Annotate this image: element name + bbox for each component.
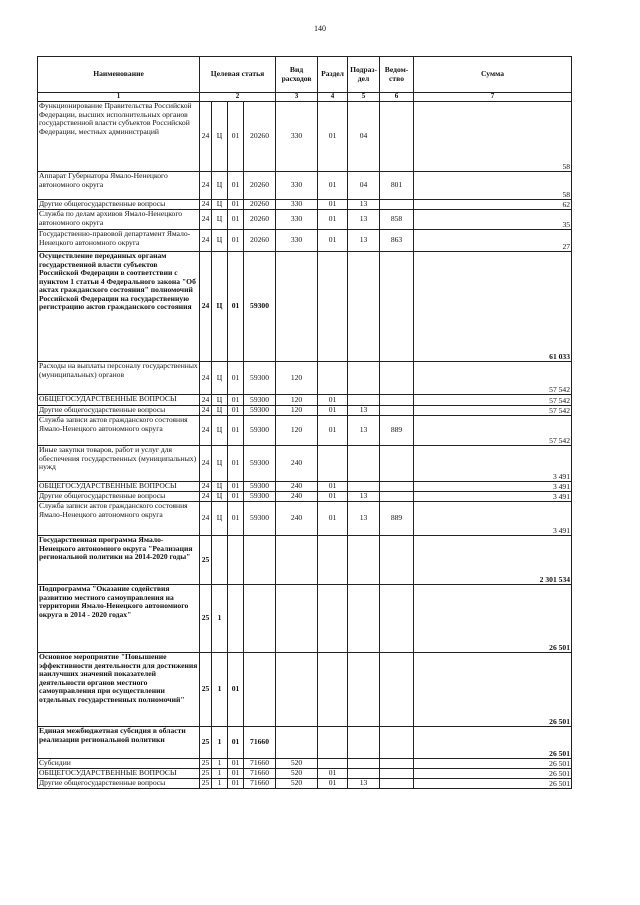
cell-section [318, 759, 348, 769]
cell-cs-direction: 20260 [244, 230, 276, 252]
cell-section: 01 [318, 395, 348, 406]
cell-subsection: 13 [348, 406, 380, 416]
cell-cs-direction: 20260 [244, 102, 276, 172]
cell-cs-activity: 01 [228, 759, 244, 769]
cell-expense-type [276, 252, 318, 362]
cell-cs-activity: 01 [228, 482, 244, 492]
header-section: Раздел [318, 57, 348, 93]
cell-department: 889 [380, 502, 414, 536]
cell-expense-type: 520 [276, 769, 318, 779]
cell-department [380, 779, 414, 789]
cell-cs-subprogram: Ц [212, 362, 228, 395]
cell-cs-program: 24 [200, 102, 212, 172]
cell-cs-direction: 71660 [244, 727, 276, 759]
cell-cs-program: 25 [200, 727, 212, 759]
row-name: ОБЩЕГОСУДАРСТВЕННЫЕ ВОПРОСЫ [38, 482, 200, 492]
header-name: Наименование [38, 57, 200, 93]
cell-department [380, 252, 414, 362]
cell-expense-type: 240 [276, 446, 318, 482]
header-subsection: Подраз-дел [348, 57, 380, 93]
cell-section [318, 362, 348, 395]
cell-cs-program: 24 [200, 406, 212, 416]
cell-cs-activity: 01 [228, 200, 244, 210]
row-name: Служба записи актов гражданского состояния Ямало-Ненецкого автономного округа [38, 502, 200, 536]
cell-department [380, 653, 414, 727]
column-number-row [38, 93, 572, 102]
cell-cs-program: 24 [200, 200, 212, 210]
cell-cs-subprogram: Ц [212, 492, 228, 502]
row-name: Основное мероприятие "Повышение эффективности деятельности для достижения наилучших значений показателей деятельности органов местного самоуправления при осуществлении отдельных государственных полномочий" [38, 653, 200, 727]
cell-cs-subprogram: 1 [212, 653, 228, 727]
cell-department: 889 [380, 416, 414, 446]
cell-cs-activity: 01 [228, 502, 244, 536]
cell-subsection: 13 [348, 210, 380, 230]
table-row [38, 252, 572, 362]
table-row [38, 406, 572, 416]
row-name: Другие общегосударственные вопросы [38, 492, 200, 502]
cell-section: 01 [318, 102, 348, 172]
cell-expense-type: 330 [276, 200, 318, 210]
column-number: 3 [276, 93, 318, 102]
row-name: Государственно-правовой департамент Ямало-Ненецкого автономного округа [38, 230, 200, 252]
cell-cs-direction [244, 585, 276, 653]
cell-cs-subprogram: 1 [212, 585, 228, 653]
cell-subsection [348, 653, 380, 727]
cell-amount: 57 542 [414, 406, 572, 416]
cell-cs-activity [228, 536, 244, 585]
cell-section: 01 [318, 502, 348, 536]
cell-department [380, 759, 414, 769]
cell-cs-subprogram: Ц [212, 416, 228, 446]
table-row [38, 102, 572, 172]
cell-cs-direction: 59300 [244, 395, 276, 406]
cell-section: 01 [318, 779, 348, 789]
cell-amount: 57 542 [414, 416, 572, 446]
row-name: Государственная программа Ямало-Ненецкого автономного округа "Реализация региональной политики на 2014-2020 годы" [38, 536, 200, 585]
cell-cs-program: 25 [200, 759, 212, 769]
cell-cs-program: 24 [200, 252, 212, 362]
cell-expense-type [276, 727, 318, 759]
cell-cs-subprogram: Ц [212, 230, 228, 252]
cell-cs-activity: 01 [228, 653, 244, 727]
cell-section: 01 [318, 210, 348, 230]
cell-subsection: 13 [348, 492, 380, 502]
cell-cs-program: 24 [200, 362, 212, 395]
cell-expense-type: 120 [276, 406, 318, 416]
table-row [38, 210, 572, 230]
cell-expense-type: 120 [276, 395, 318, 406]
cell-department [380, 406, 414, 416]
table-row [38, 585, 572, 653]
cell-amount: 57 542 [414, 362, 572, 395]
cell-cs-subprogram: Ц [212, 502, 228, 536]
cell-expense-type: 240 [276, 492, 318, 502]
cell-cs-direction: 59300 [244, 502, 276, 536]
cell-subsection [348, 769, 380, 779]
budget-table [37, 56, 572, 789]
column-number: 5 [348, 93, 380, 102]
row-name: Подпрограмма "Оказание содействия развитию местного самоуправления на территории Ямало-Ненецкого автономного округа в 2014 - 2020 годах" [38, 585, 200, 653]
row-name: Функционирование Правительства Российской Федерации, высших исполнительных органов государственной власти субъектов Российской Федерации, местных администраций [38, 102, 200, 172]
cell-amount: 3 491 [414, 502, 572, 536]
cell-expense-type [276, 653, 318, 727]
cell-section: 01 [318, 416, 348, 446]
cell-amount: 26 501 [414, 585, 572, 653]
cell-amount: 35 [414, 210, 572, 230]
cell-cs-subprogram: 1 [212, 769, 228, 779]
cell-cs-activity: 01 [228, 395, 244, 406]
cell-section [318, 727, 348, 759]
cell-cs-program: 25 [200, 585, 212, 653]
table-row [38, 653, 572, 727]
cell-cs-direction [244, 536, 276, 585]
cell-amount: 26 501 [414, 653, 572, 727]
header-target-article: Целевая статья [200, 57, 276, 93]
cell-cs-subprogram [212, 536, 228, 585]
cell-section: 01 [318, 769, 348, 779]
table-body [38, 102, 572, 789]
cell-cs-subprogram: Ц [212, 446, 228, 482]
cell-cs-activity: 01 [228, 230, 244, 252]
cell-subsection [348, 585, 380, 653]
row-name: Другие общегосударственные вопросы [38, 779, 200, 789]
cell-cs-subprogram: Ц [212, 102, 228, 172]
cell-cs-activity: 01 [228, 416, 244, 446]
cell-cs-activity: 01 [228, 362, 244, 395]
cell-cs-direction: 59300 [244, 446, 276, 482]
table-row [38, 779, 572, 789]
table-row [38, 395, 572, 406]
cell-expense-type: 330 [276, 230, 318, 252]
cell-department [380, 492, 414, 502]
header-amount: Сумма [414, 57, 572, 93]
row-name: Осуществление переданных органам государственной власти субъектов Российской Федерации в соответствии с пунктом 1 статьи 4 Федерального закона "Об актах гражданского состояния" полномочий Российской Федерации на государственную регистрацию актов гражданского состояния [38, 252, 200, 362]
cell-subsection [348, 395, 380, 406]
cell-amount: 26 501 [414, 727, 572, 759]
cell-cs-activity: 01 [228, 210, 244, 230]
cell-amount: 58 [414, 102, 572, 172]
cell-subsection: 13 [348, 230, 380, 252]
cell-cs-activity [228, 585, 244, 653]
cell-cs-direction: 59300 [244, 492, 276, 502]
cell-department [380, 536, 414, 585]
column-number: 7 [414, 93, 572, 102]
cell-section: 01 [318, 200, 348, 210]
cell-subsection [348, 759, 380, 769]
cell-amount: 26 501 [414, 759, 572, 769]
cell-amount: 27 [414, 230, 572, 252]
cell-cs-program: 24 [200, 416, 212, 446]
table-row [38, 200, 572, 210]
cell-cs-direction [244, 653, 276, 727]
column-number: 6 [380, 93, 414, 102]
column-number: 1 [38, 93, 200, 102]
cell-section: 01 [318, 230, 348, 252]
cell-cs-program: 25 [200, 769, 212, 779]
table-row [38, 492, 572, 502]
cell-subsection [348, 252, 380, 362]
cell-department: 858 [380, 210, 414, 230]
page-number: 140 [314, 24, 326, 33]
table-row [38, 230, 572, 252]
cell-cs-subprogram: Ц [212, 172, 228, 200]
cell-expense-type: 120 [276, 416, 318, 446]
cell-cs-direction: 71660 [244, 769, 276, 779]
cell-cs-direction: 20260 [244, 200, 276, 210]
cell-amount: 26 501 [414, 769, 572, 779]
table-row [38, 759, 572, 769]
cell-department [380, 446, 414, 482]
table-row [38, 416, 572, 446]
cell-subsection: 04 [348, 172, 380, 200]
cell-section: 01 [318, 406, 348, 416]
row-name: Иные закупки товаров, работ и услуг для обеспечения государственных (муниципальных) нужд [38, 446, 200, 482]
cell-subsection [348, 482, 380, 492]
cell-cs-direction: 59300 [244, 406, 276, 416]
cell-cs-subprogram: Ц [212, 210, 228, 230]
cell-cs-program: 25 [200, 653, 212, 727]
cell-cs-direction: 20260 [244, 172, 276, 200]
column-number: 4 [318, 93, 348, 102]
cell-cs-activity: 01 [228, 172, 244, 200]
row-name: Единая межбюджетная субсидия в области реализации региональной политики [38, 727, 200, 759]
cell-amount: 61 033 [414, 252, 572, 362]
cell-cs-direction: 71660 [244, 779, 276, 789]
cell-amount: 3 491 [414, 482, 572, 492]
row-name: ОБЩЕГОСУДАРСТВЕННЫЕ ВОПРОСЫ [38, 395, 200, 406]
cell-subsection: 13 [348, 779, 380, 789]
cell-section [318, 585, 348, 653]
cell-expense-type: 520 [276, 759, 318, 769]
cell-expense-type: 330 [276, 102, 318, 172]
table-row [38, 502, 572, 536]
cell-expense-type: 330 [276, 210, 318, 230]
cell-amount: 3 491 [414, 492, 572, 502]
cell-cs-subprogram: Ц [212, 395, 228, 406]
cell-subsection [348, 362, 380, 395]
cell-department [380, 727, 414, 759]
cell-amount: 26 501 [414, 779, 572, 789]
row-name: Другие общегосударственные вопросы [38, 200, 200, 210]
cell-expense-type: 240 [276, 502, 318, 536]
cell-department [380, 395, 414, 406]
cell-subsection: 13 [348, 200, 380, 210]
row-name: Расходы на выплаты персоналу государственных (муниципальных) органов [38, 362, 200, 395]
cell-expense-type: 520 [276, 779, 318, 789]
cell-subsection: 13 [348, 416, 380, 446]
cell-section [318, 446, 348, 482]
cell-cs-subprogram: Ц [212, 200, 228, 210]
cell-subsection [348, 536, 380, 585]
cell-section [318, 653, 348, 727]
cell-department [380, 585, 414, 653]
header-department: Ведом-ство [380, 57, 414, 93]
cell-cs-program: 24 [200, 446, 212, 482]
cell-cs-program: 24 [200, 502, 212, 536]
cell-department [380, 362, 414, 395]
cell-cs-subprogram: 1 [212, 759, 228, 769]
table-header [38, 57, 572, 102]
cell-cs-direction: 59300 [244, 362, 276, 395]
cell-expense-type: 330 [276, 172, 318, 200]
cell-amount: 3 491 [414, 446, 572, 482]
cell-cs-program: 25 [200, 536, 212, 585]
cell-cs-program: 24 [200, 210, 212, 230]
cell-department [380, 200, 414, 210]
cell-section: 01 [318, 172, 348, 200]
cell-cs-activity: 01 [228, 727, 244, 759]
cell-cs-program: 24 [200, 230, 212, 252]
cell-cs-program: 24 [200, 395, 212, 406]
cell-section [318, 536, 348, 585]
cell-department [380, 482, 414, 492]
row-name: Служба записи актов гражданского состояния Ямало-Ненецкого автономного округа [38, 416, 200, 446]
cell-department [380, 769, 414, 779]
cell-cs-subprogram: 1 [212, 779, 228, 789]
cell-department: 863 [380, 230, 414, 252]
row-name: Служба по делам архивов Ямало-Ненецкого автономного округа [38, 210, 200, 230]
cell-amount: 58 [414, 172, 572, 200]
table-row [38, 536, 572, 585]
row-name: Аппарат Губернатора Ямало-Ненецкого автономного округа [38, 172, 200, 200]
table-row [38, 727, 572, 759]
column-number: 2 [200, 93, 276, 102]
cell-amount: 62 [414, 200, 572, 210]
cell-cs-activity: 01 [228, 102, 244, 172]
cell-expense-type [276, 585, 318, 653]
cell-section: 01 [318, 482, 348, 492]
row-name: ОБЩЕГОСУДАРСТВЕННЫЕ ВОПРОСЫ [38, 769, 200, 779]
cell-cs-program: 24 [200, 492, 212, 502]
cell-subsection [348, 446, 380, 482]
cell-cs-subprogram: Ц [212, 406, 228, 416]
cell-cs-program: 25 [200, 779, 212, 789]
row-name: Субсидии [38, 759, 200, 769]
cell-subsection [348, 727, 380, 759]
cell-amount: 57 542 [414, 395, 572, 406]
table-row [38, 362, 572, 395]
cell-cs-subprogram: 1 [212, 727, 228, 759]
cell-expense-type: 120 [276, 362, 318, 395]
cell-cs-subprogram: Ц [212, 482, 228, 492]
cell-cs-direction: 59300 [244, 252, 276, 362]
table-row [38, 446, 572, 482]
cell-cs-direction: 71660 [244, 759, 276, 769]
cell-cs-activity: 01 [228, 492, 244, 502]
cell-section [318, 252, 348, 362]
header-expense-type: Вид расходов [276, 57, 318, 93]
cell-cs-program: 24 [200, 172, 212, 200]
cell-cs-direction: 59300 [244, 482, 276, 492]
cell-section: 01 [318, 492, 348, 502]
cell-cs-subprogram: Ц [212, 252, 228, 362]
cell-expense-type: 240 [276, 482, 318, 492]
cell-cs-activity: 01 [228, 252, 244, 362]
table-row [38, 172, 572, 200]
cell-cs-direction: 20260 [244, 210, 276, 230]
cell-cs-activity: 01 [228, 769, 244, 779]
cell-cs-program: 24 [200, 482, 212, 492]
cell-subsection: 13 [348, 502, 380, 536]
cell-subsection: 04 [348, 102, 380, 172]
row-name: Другие общегосударственные вопросы [38, 406, 200, 416]
cell-expense-type [276, 536, 318, 585]
cell-department: 801 [380, 172, 414, 200]
table-row [38, 769, 572, 779]
cell-department [380, 102, 414, 172]
table-row [38, 482, 572, 492]
cell-amount: 2 301 534 [414, 536, 572, 585]
cell-cs-activity: 01 [228, 446, 244, 482]
cell-cs-direction: 59300 [244, 416, 276, 446]
cell-cs-activity: 01 [228, 779, 244, 789]
cell-cs-activity: 01 [228, 406, 244, 416]
